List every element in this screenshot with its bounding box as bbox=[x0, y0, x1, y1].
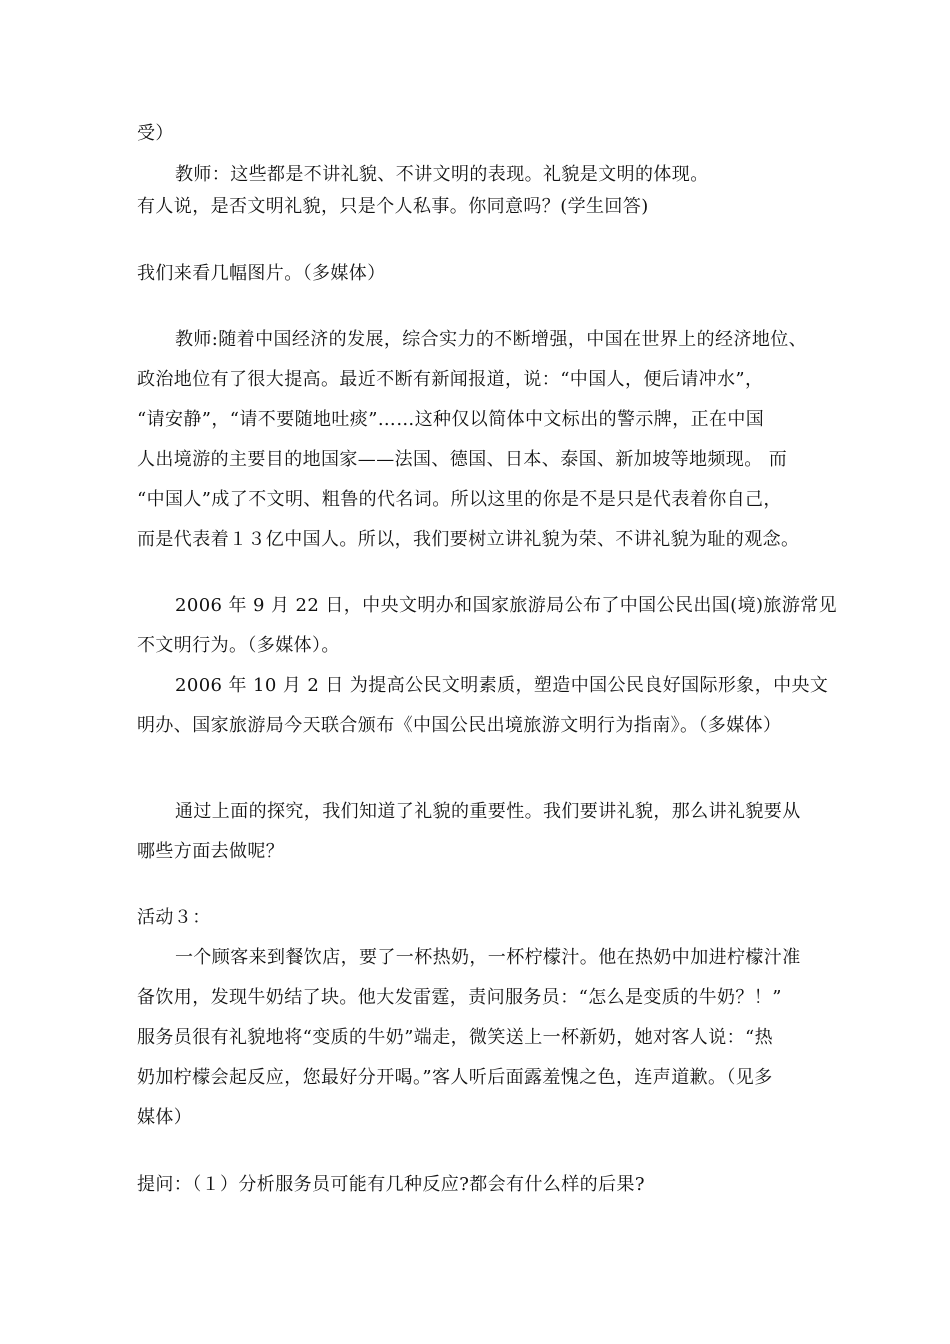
text-line: 政治地位有了很大提高。最近不断有新闻报道，说：“中国人，便后请冲水”， bbox=[137, 369, 764, 390]
text-line: 通过上面的探究，我们知道了礼貌的重要性。我们要讲礼貌，那么讲礼貌要从 bbox=[175, 801, 801, 822]
text-line: 服务员很有礼貌地将“变质的牛奶”端走，微笑送上一杯新奶，她对客人说：“热 bbox=[137, 1027, 774, 1048]
text-line: 2006 年 9 月 22 日，中央文明办和国家旅游局公布了中国公民出国(境)旅游常见 bbox=[175, 595, 838, 616]
text-line: 明办、国家旅游局今天联合颁布《中国公民出境旅游文明行为指南》。（多媒体） bbox=[137, 715, 782, 736]
text-line: 活动３： bbox=[137, 907, 211, 928]
text-line: 哪些方面去做呢？ bbox=[137, 841, 285, 862]
text-line: “请安静”，“请不要随地吐痰”……这种仅以简体中文标出的警示牌，正在中国 bbox=[137, 409, 765, 430]
text-line: 而是代表着１３亿中国人。所以，我们要树立讲礼貌为荣、不讲礼貌为耻的观念。 bbox=[137, 529, 800, 550]
text-line: 我们来看几幅图片。（多媒体） bbox=[137, 263, 386, 284]
text-line: 备饮用，发现牛奶结了块。他大发雷霆，责问服务员：“怎么是变质的牛奶？！” bbox=[137, 987, 782, 1008]
text-line: 教师：这些都是不讲礼貌、不讲文明的表现。礼貌是文明的体现。 bbox=[175, 164, 709, 185]
text-line: 教师:随着中国经济的发展，综合实力的不断增强，中国在世界上的经济地位、 bbox=[175, 329, 808, 350]
text-line: 人出境游的主要目的地国家——法国、德国、日本、泰国、新加坡等地频现。 而 bbox=[137, 449, 788, 470]
text-line: 提问：（１）分析服务员可能有几种反应?都会有什么样的后果? bbox=[137, 1174, 645, 1195]
text-line: 受） bbox=[137, 123, 174, 144]
text-line: 2006 年 10 月 2 日 为提高公民文明素质，塑造中国公民良好国际形象，中央文 bbox=[175, 675, 829, 696]
text-line: 不文明行为。（多媒体）。 bbox=[137, 635, 340, 656]
text-line: “中国人”成了不文明、粗鲁的代名词。所以这里的你是不是只是代表着你自己， bbox=[137, 489, 782, 510]
text-line: 有人说，是否文明礼貌，只是个人私事。你同意吗？(学生回答) bbox=[137, 196, 649, 217]
text-line: 媒体） bbox=[137, 1107, 193, 1128]
text-line: 一个顾客来到餐饮店，要了一杯热奶，一杯柠檬汁。他在热奶中加进柠檬汁准 bbox=[175, 947, 801, 968]
text-line: 奶加柠檬会起反应，您最好分开喝。”客人听后面露羞愧之色，连声道歉。（见多 bbox=[137, 1067, 773, 1088]
